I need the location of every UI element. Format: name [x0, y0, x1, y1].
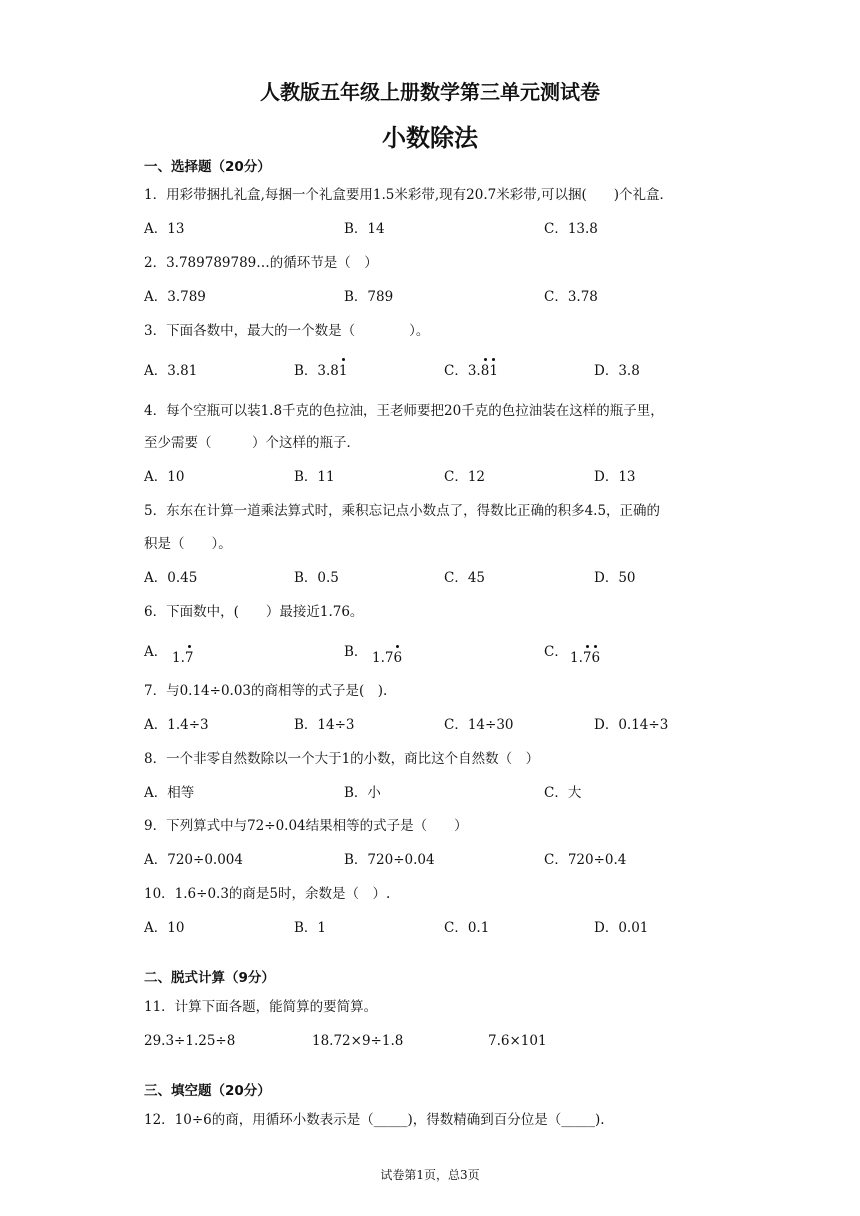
option-a-label: A．: [144, 644, 168, 660]
option-c: C．45: [444, 570, 486, 586]
option-label: C．3.: [444, 363, 481, 379]
option-label: B．3.8: [294, 363, 339, 379]
number-prefix: 1.7: [372, 650, 394, 666]
question-stem: 10．1.6÷0.3的商是5时，余数是（ ）.: [144, 886, 391, 902]
question-stem: 1．用彩带捆扎礼盒,每捆一个礼盒要用1.5米彩带,现有20.7米彩带,可以捆( )个礼盒．: [144, 187, 674, 203]
page-subtitle: 小数除法: [382, 124, 478, 152]
option-b: B．789: [344, 289, 394, 305]
option-b: [294, 362, 347, 380]
repeating-digit: 6: [591, 650, 601, 666]
section-heading: 一、选择题（20分）: [144, 159, 271, 175]
option-b: B．14÷3: [294, 717, 355, 733]
page-footer: 试卷第1页，总3页: [380, 1168, 480, 1182]
option-b: B．0.5: [294, 570, 339, 586]
question-stem: 8．一个非零自然数除以一个大于1的小数，商比这个自然数（ ）: [144, 751, 540, 767]
option-c-label: C．: [544, 644, 568, 660]
question-stem: 7．与0.14÷0.03的商相等的式子是( ).: [144, 683, 388, 699]
option-c: C．3.78: [544, 289, 598, 305]
option-c: [444, 362, 498, 380]
page-title: 人教版五年级上册数学第三单元测试卷: [260, 80, 600, 104]
option-a-value: [172, 649, 193, 667]
option-c: C．12: [444, 469, 486, 485]
option-b-value: [372, 649, 402, 667]
expression: 29.3÷1.25÷8: [144, 1033, 236, 1049]
question-stem: 12．10÷6的商，用循环小数表示是（_____)，得数精确到百分位是（_____).: [144, 1112, 605, 1128]
question-stem: 2．3.789789789…的循环节是（ ）: [144, 255, 378, 271]
option-b-label: B．: [344, 644, 368, 660]
option-a: A．10: [144, 920, 185, 936]
question-stem: 6．下面数中，( ）最接近1.76。: [144, 604, 364, 620]
option-d: D．50: [594, 570, 636, 586]
expression: 18.72×9÷1.8: [312, 1033, 404, 1049]
option-a: A．720÷0.004: [144, 852, 243, 868]
option-b: B．720÷0.04: [344, 852, 435, 868]
repeating-digit: 1: [489, 363, 498, 379]
option-d: D．3.8: [594, 363, 640, 379]
option-d: D．13: [594, 469, 636, 485]
option-c-value: [570, 649, 600, 667]
option-b: B．1: [294, 920, 327, 936]
option-a: A．3.789: [144, 289, 206, 305]
question-stem: 9．下列算式中与72÷0.04结果相等的式子是（ ）: [144, 818, 468, 834]
question-stem-line2: 积是（ ）。: [144, 536, 232, 552]
option-a: A．13: [144, 221, 185, 237]
repeating-digit: 7: [184, 650, 194, 666]
repeating-digit: 6: [393, 650, 403, 666]
option-c: C．0.1: [444, 920, 490, 936]
option-a: A．0.45: [144, 570, 198, 586]
section-heading: 二、脱式计算（9分）: [144, 970, 275, 986]
question-stem: 3．下面各数中，最大的一个数是（ ）。: [144, 323, 430, 339]
option-b: B．小: [344, 785, 381, 801]
option-a: A．1.4÷3: [144, 717, 209, 733]
number-prefix: 1.: [172, 650, 185, 666]
option-c: C．720÷0.4: [544, 852, 627, 868]
option-b: B．11: [294, 469, 335, 485]
option-c: C．大: [544, 785, 582, 801]
option-b: B．14: [344, 221, 385, 237]
option-a: A．相等: [144, 785, 195, 801]
question-stem-line1: 5．东东在计算一道乘法算式时，乘积忘记点小数点了，得数比正确的积多4.5，正确的: [144, 503, 661, 519]
question-stem-line1: 4．每个空瓶可以装1.8千克的色拉油，王老师要把20千克的色拉油装在这样的瓶子里，: [144, 403, 664, 419]
repeating-digit: 7: [582, 650, 592, 666]
option-d: D．0.01: [594, 920, 649, 936]
repeating-digit: 8: [480, 363, 490, 379]
question-stem-line2: 至少需要（ ）个这样的瓶子．: [144, 435, 360, 451]
option-c: C．14÷30: [444, 717, 514, 733]
section-heading: 三、填空题（20分）: [144, 1083, 271, 1099]
option-a: A．3.81: [144, 363, 198, 379]
repeating-digit: 1: [338, 363, 348, 379]
expression: 7.6×101: [488, 1033, 547, 1049]
question-stem: 11．计算下面各题，能简算的要简算。: [144, 999, 378, 1015]
option-c: C．13.8: [544, 221, 598, 237]
option-d: D．0.14÷3: [594, 717, 669, 733]
option-a: A．10: [144, 469, 185, 485]
number-prefix: 1.: [570, 650, 583, 666]
